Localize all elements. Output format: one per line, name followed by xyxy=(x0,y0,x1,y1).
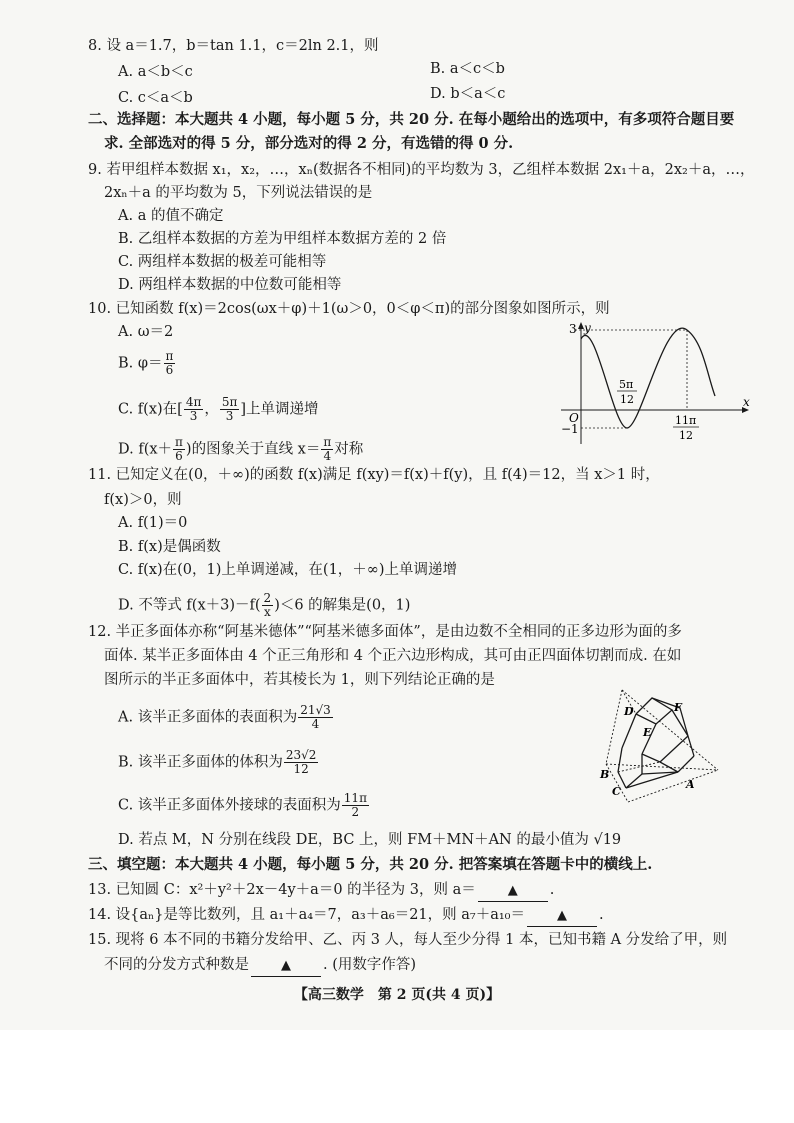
q12-option-d: D. 若点 M，N 分别在线段 DE，BC 上，则 FM＋MN＋AN 的最小值为 √19 xyxy=(118,832,622,848)
fraction: $\frac{5\pi}{3}$ xyxy=(221,395,238,423)
fraction: $\frac{\pi}{6}$ xyxy=(175,435,183,463)
vertex-label-A: A xyxy=(686,778,695,791)
fraction: $\frac{11\pi}{2}$ xyxy=(343,791,367,819)
fraction: $\frac{4\pi}{3}$ xyxy=(185,395,202,423)
tick-label-5pi12-num: 5π xyxy=(619,378,634,391)
q11-stem-line1: 11. 已知定义在(0，＋∞)的函数 f(x)满足 f(xy)＝f(x)＋f(y)，且 f(4)＝12，当 x＞1 时， xyxy=(88,467,660,483)
origin-label: O xyxy=(569,411,579,425)
q15-stem-line1: 15. 现将 6 本不同的书籍分发给甲、乙、丙 3 人，每人至少分得 1 本，已知书籍 A 分发给了甲，则 xyxy=(88,932,728,948)
x-axis-label: x xyxy=(743,395,750,409)
section2-heading-line1: 二、选择题：本大题共 4 小题，每小题 5 分，共 20 分. 在每小题给出的选项中，有多项符合题目要 xyxy=(88,111,735,128)
vertex-label-B: B xyxy=(600,768,610,781)
tick-label-5pi12-den: 12 xyxy=(620,393,634,406)
fraction: $\frac{2}{x}$ xyxy=(263,591,272,619)
fraction: $\frac{21√3}{4}$ xyxy=(300,703,331,731)
q9-stem-line1: 9. 若甲组样本数据 x₁，x₂，…，xₙ(数据各不相同)的平均数为 3，乙组样本数据 2x₁＋a，2x₂＋a，…， xyxy=(88,162,755,178)
q11-option-a: A. f(1)＝0 xyxy=(118,515,188,531)
fraction: $\frac{\pi}{4}$ xyxy=(323,435,332,463)
fraction: $\frac{23√2}{12}$ xyxy=(285,748,317,776)
q10-option-b: B. φ＝ $\frac{\pi}{6}$ xyxy=(118,349,174,377)
q9-option-a: A. a 的值不确定 xyxy=(118,208,224,224)
q10-option-a: A. ω＝2 xyxy=(118,324,174,340)
q11-option-c: C. f(x)在(0，1)上单调递减，在(1，＋∞)上单调递增 xyxy=(118,562,458,578)
q8-option-d: D. b＜a＜c xyxy=(430,86,506,102)
q14-answer-blank[interactable]: ▲ xyxy=(527,906,597,927)
q8-option-c: C. c＜a＜b xyxy=(118,90,193,106)
q13-answer-blank[interactable]: ▲ xyxy=(478,881,548,902)
q14-line: 14. 设{aₙ}是等比数列，且 a₁＋a₄＝7，a₃＋a₆＝21，则 a₇＋a₁₀＝ ▲ . xyxy=(88,905,604,927)
q12-option-a: A. 该半正多面体的表面积为 $\frac{21√3}{4}$ xyxy=(118,703,331,731)
y-axis-label: y xyxy=(584,321,591,335)
y-label-3: 3 xyxy=(569,322,577,336)
q8-option-b: B. a＜c＜b xyxy=(430,61,505,77)
tick-label-11pi12-den: 12 xyxy=(679,429,693,442)
q12-option-b: B. 该半正多面体的体积为 $\frac{23√2}{12}$ xyxy=(118,748,317,776)
q9-stem-line2: 2xₙ＋a 的平均数为 5，下列说法错误的是 xyxy=(104,185,373,201)
page-footer: 【高三数学 第 2 页(共 4 页)】 xyxy=(293,987,501,1003)
q12-stem-line2: 面体. 某半正多面体由 4 个正三角形和 4 个正六边形构成，其可由正四面体切割而成. 在如 xyxy=(104,648,682,664)
q15-answer-blank[interactable]: ▲ xyxy=(251,956,321,977)
cosine-curve xyxy=(581,328,715,428)
q8-option-a: A. a＜b＜c xyxy=(118,64,193,80)
q9-option-b: B. 乙组样本数据的方差为甲组样本数据方差的 2 倍 xyxy=(118,231,447,247)
q10-option-d: D. f(x＋ $\frac{\pi}{6}$ )的图象关于直线 x＝ $\frac{\pi}{4}$ 对称 xyxy=(118,435,364,463)
q11-stem-line2: f(x)＞0，则 xyxy=(104,492,182,508)
q15-stem-line2: 不同的分发方式种数是 ▲ . (用数字作答) xyxy=(104,955,416,977)
q12-option-c: C. 该半正多面体外接球的表面积为 $\frac{11\pi}{2}$ xyxy=(118,791,367,819)
q11-option-b: B. f(x)是偶函数 xyxy=(118,539,221,555)
q8-stem: 8. 设 a＝1.7，b＝tan 1.1，c＝2ln 2.1，则 xyxy=(88,38,379,54)
q10-stem: 10. 已知函数 f(x)＝2cos(ωx＋φ)＋1(ω＞0，0＜φ＜π)的部分图象如图所示，则 xyxy=(88,301,610,317)
q12-polyhedron-figure xyxy=(592,684,732,804)
q9-option-d: D. 两组样本数据的中位数可能相等 xyxy=(118,277,342,293)
q9-option-c: C. 两组样本数据的极差可能相等 xyxy=(118,254,327,270)
fraction: $\frac{\pi}{6}$ xyxy=(165,349,174,377)
tick-label-11pi12-num: 11π xyxy=(675,414,697,427)
q10-option-c: C. f(x)在[ $\frac{4\pi}{3}$ ， $\frac{5\pi}{3}$ ]上单调递增 xyxy=(118,395,319,423)
q12-stem-line1: 12. 半正多面体亦称“阿基米德体”“阿基米德多面体”，是由边数不全相同的正多边形为面的多 xyxy=(88,624,682,640)
y-label-minus1: −1 xyxy=(561,422,579,436)
q10-function-graph xyxy=(555,318,755,448)
section3-heading: 三、填空题：本大题共 4 小题，每小题 5 分，共 20 分. 把答案填在答题卡中的横线上. xyxy=(88,856,653,873)
vertex-label-E: E xyxy=(643,726,652,739)
q11-option-d: D. 不等式 f(x＋3)－f( $\frac{2}{x}$ )＜6 的解集是(0，1) xyxy=(118,591,411,619)
section2-heading-line2: 求. 全部选对的得 5 分，部分选对的得 2 分，有选错的得 0 分. xyxy=(104,135,514,152)
q12-stem-line3: 图所示的半正多面体中，若其棱长为 1，则下列结论正确的是 xyxy=(104,672,495,688)
vertex-label-F: F xyxy=(674,701,682,714)
q13-line: 13. 已知圆 C：x²＋y²＋2x－4y＋a＝0 的半径为 3，则 a＝ ▲ . xyxy=(88,880,554,902)
vertex-label-D: D xyxy=(624,705,634,718)
vertex-label-C: C xyxy=(612,785,621,798)
